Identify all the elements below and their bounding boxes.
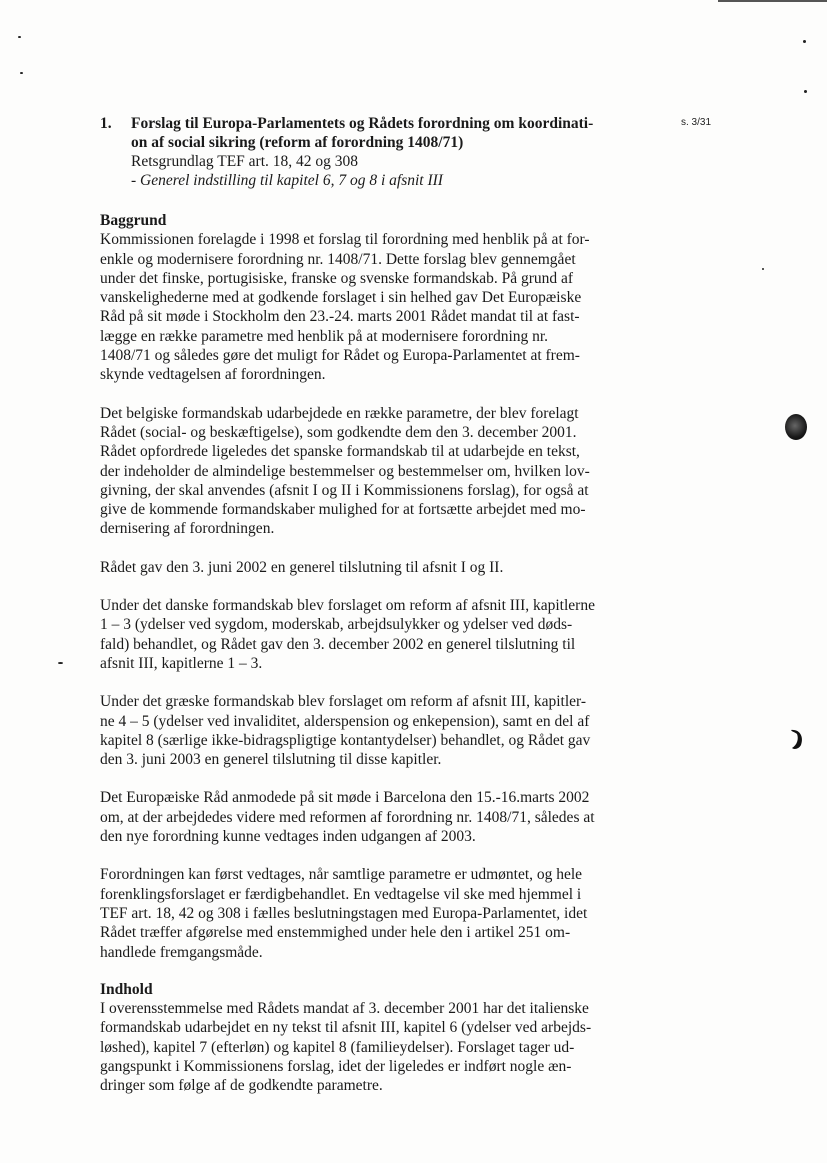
- paragraph: Forordningen kan først vedtages, når samtlige parametre er udmøntet, og hele forenklingsforslaget er færdigbehandlet. En vedtagelse vil ske med hjemmel i TEF art. 18, 42 og 308 i fælles beslutningstagen med Europa-Parlamentet, idet Rådet træffer afgørelse med enstemmighed under hele den i artikel 251 om- handlede fremgangsmåde.: [100, 866, 588, 961]
- scan-speck: [762, 268, 764, 270]
- section-heading-background: Baggrund: [100, 212, 167, 229]
- paragraph: Det Europæiske Råd anmodede på sit møde i Barcelona den 15.-16.marts 2002 om, at der arbejdedes videre med reformen af forordning nr. 1408/71, således at den nye forordning kunne vedtages inden udgangen af 2003.: [100, 789, 595, 846]
- scan-speck: [20, 72, 23, 74]
- scan-edge-line: [718, 0, 827, 2]
- section-heading-content: Indhold: [100, 980, 153, 998]
- scan-speck: [803, 40, 806, 43]
- scan-speck: [18, 36, 21, 38]
- paragraph: I overensstemmelse med Rådets mandat af 3. december 2001 har det italienske formandskab udarbejdet en ny tekst til afsnit III, kapitel 6 (ydelser ved arbejds- løshed), kapitel 7 (efterløn) og kapitel 8 (familieydelser). Forslaget tager ud- gangspunkt i Kommissionens forslag, idet der ligeledes er indført nogle æn- dringer som følge af de godkendte parametre.: [100, 1000, 592, 1095]
- scan-speck: [58, 662, 63, 664]
- punch-hole-mark: [788, 727, 806, 751]
- scan-speck: [804, 90, 807, 93]
- legal-basis: Retsgrundlag TEF art. 18, 42 og 308: [131, 153, 359, 170]
- page-number: s. 3/31: [681, 117, 712, 128]
- agenda-item-header: [100, 114, 630, 190]
- item-title: Forslag til Europa-Parlamentets og Rådets forordning om koordinati- on af social sikring (reform af forordning 1408/71): [131, 115, 594, 151]
- item-subtitle: - Generel indstilling til kapitel 6, 7 og 8 i afsnit III: [131, 172, 443, 189]
- paragraph: Det belgiske formandskab udarbejdede en række parametre, der blev forelagt Rådet (social- og beskæftigelse), som godkendte dem den 3. december 2001. Rådet opfordrede ligeledes det spanske formandskab til at udarbejde en tekst, der indeholder de almindelige bestemmelser og bestemmelser om, hvilken lov- givning, der skal anvendes (afsnit I og II i Kommissionens forslag), for også at give de kommende formandskaber mulighed for at fortsætte arbejdet med mo- dernisering af forordningen.: [100, 404, 590, 538]
- item-number: 1.: [100, 115, 112, 132]
- paragraph: Rådet gav den 3. juni 2002 en generel tilslutning til afsnit I og II.: [100, 558, 504, 576]
- punch-hole-mark: [785, 414, 807, 440]
- document-body: [100, 211, 625, 1096]
- paragraph: Kommissionen forelagde i 1998 et forslag til forordning med henblik på at for- enkle og modernisere forordning nr. 1408/71. Dette forslag blev gennemgået under det finske, portugisiske, franske og svenske formandskab. På grund af vanskelighederne med at godkende forslaget i sin helhed gav Det Europæiske Råd på sit møde i Stockholm den 23.-24. marts 2001 Rådet mandat til at fast- lægge en række parametre med henblik på at modernisere forordning nr. 1408/71 og således gøre det muligt for Rådet og Europa-Parlamentet at frem- skynde vedtagelsen af forordningen.: [100, 231, 590, 384]
- paragraph: Under det græske formandskab blev forslaget om reform af afsnit III, kapitler- ne 4 – 5 (ydelser ved invaliditet, alderspension og enkepension), samt en del af kapitel 8 (særlige ikke-bidragspligtige kontantydelser) behandlet, og Rådet gav den 3. juni 2003 en generel tilslutning til disse kapitler.: [100, 693, 591, 769]
- paragraph: Under det danske formandskab blev forslaget om reform af afsnit III, kapitlerne 1 – 3 (ydelser ved sygdom, moderskab, arbejdsulykker og ydelser ved døds- fald) behandlet, og Rådet gav den 3. december 2002 en generel tilslutning til afsnit III, kapitlerne 1 – 3.: [100, 597, 595, 672]
